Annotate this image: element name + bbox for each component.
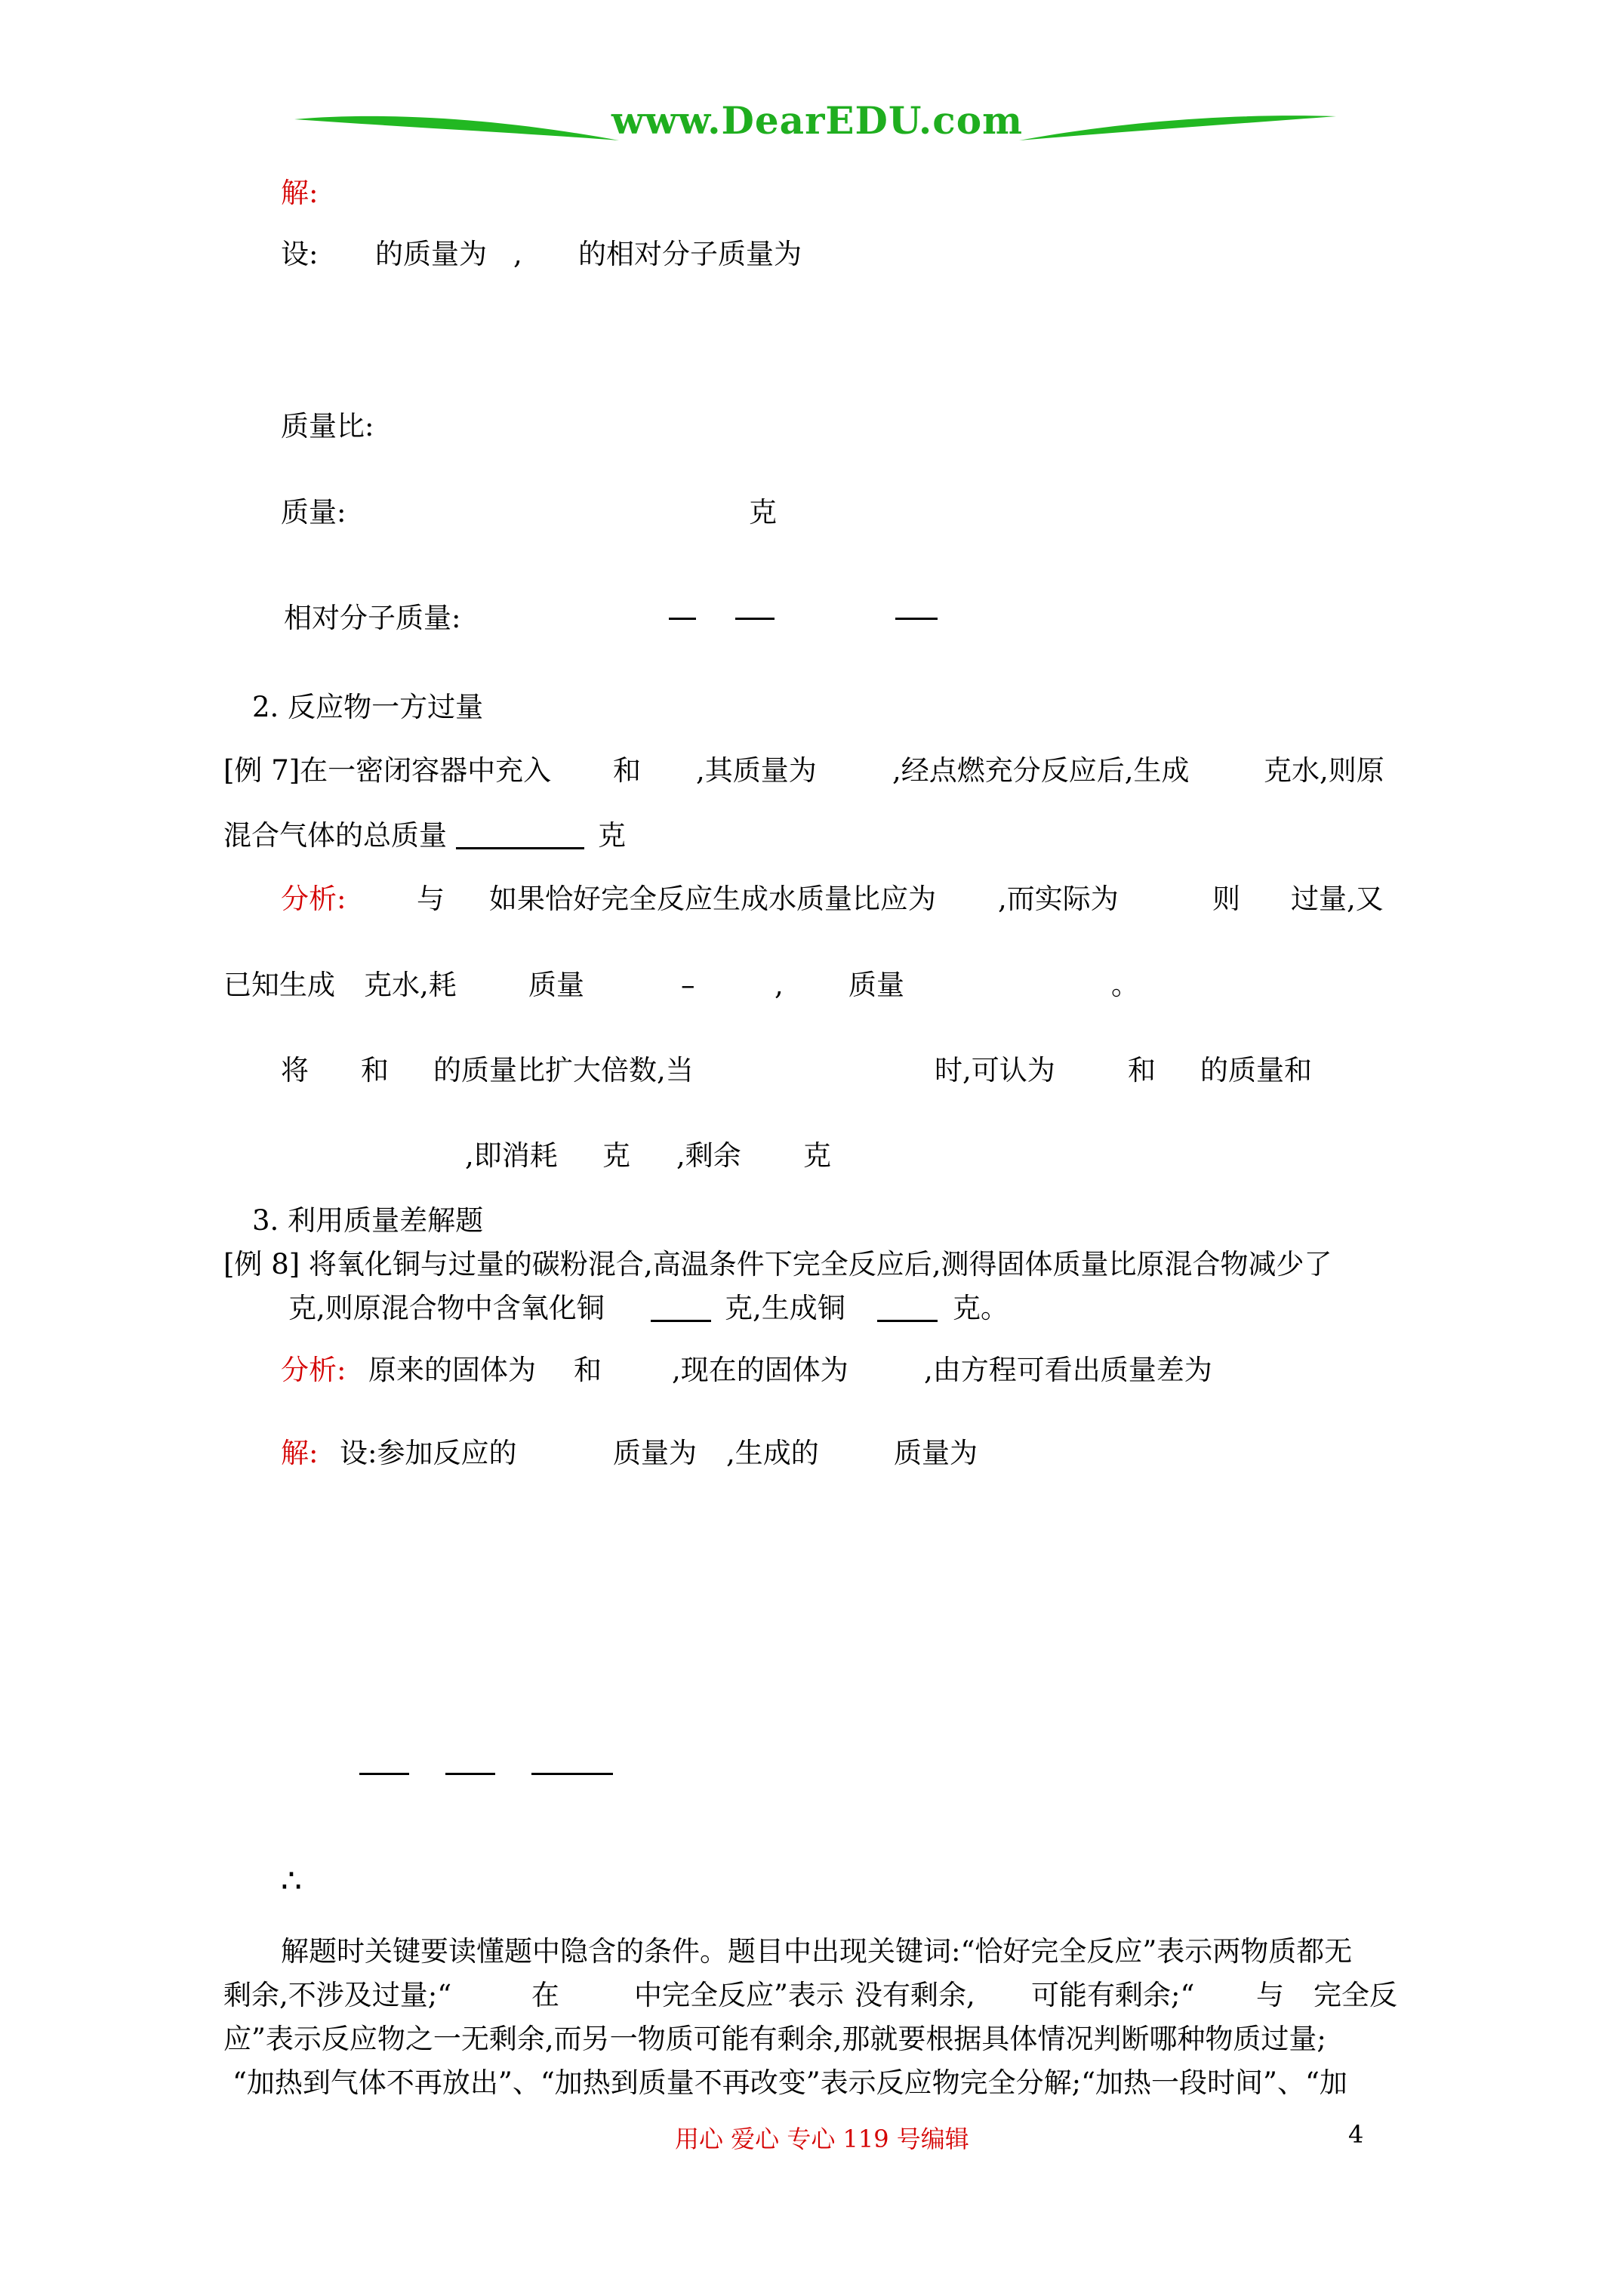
logo-text: www.DearEDU.com bbox=[611, 98, 1024, 143]
analysis-text: 和 bbox=[1128, 1054, 1156, 1086]
fraction-bar bbox=[531, 1773, 613, 1775]
mass-label: 质量: bbox=[281, 496, 346, 529]
answer-blank bbox=[456, 847, 584, 849]
example-7-text: ,其质量为 bbox=[696, 754, 817, 787]
closing-text: 解题时关键要读懂题中隐含的条件。题目中出现关键词:“恰好完全反应”表示两物质都无 bbox=[281, 1935, 1353, 1968]
example-8-text: [例 8] 将氧化铜与过量的碳粉混合,高温条件下完全反应后,测得固体质量比原混合物减少了 bbox=[223, 1248, 1332, 1281]
logo-swoosh-left bbox=[294, 106, 619, 151]
example-8-text: 克。 bbox=[953, 1292, 1009, 1324]
analysis-text: 时,可认为 bbox=[935, 1054, 1055, 1086]
solution-text: 质量为 bbox=[613, 1437, 697, 1469]
closing-text: 在 bbox=[531, 1979, 559, 2011]
example-7-text: ,经点燃充分反应后,生成 bbox=[892, 754, 1190, 787]
example-8-text: 克,生成铜 bbox=[725, 1292, 845, 1324]
let-label: 设: bbox=[281, 238, 319, 270]
therefore-symbol: ∴ bbox=[281, 1862, 302, 1900]
closing-text: 与 bbox=[1256, 1979, 1284, 2011]
closing-text: 没有剩余, bbox=[855, 1979, 975, 2011]
analysis-text: 和 bbox=[361, 1054, 389, 1086]
example-7-text: 和 bbox=[613, 754, 641, 787]
analysis-text: 克 bbox=[602, 1139, 630, 1172]
gram-unit: 克 bbox=[598, 819, 626, 852]
fraction-bar bbox=[669, 618, 696, 620]
analysis-text: ,由方程可看出质量差为 bbox=[924, 1354, 1212, 1386]
closing-text: 应”表示反应物之一无剩余,而另一物质可能有剩余,那就要根据具体情况判断哪种物质过量; bbox=[223, 2023, 1326, 2055]
analysis-label: 分析: bbox=[281, 1354, 346, 1386]
analysis-text: 将 bbox=[281, 1054, 309, 1086]
footer-slogan: 用心 爱心 专心 119 号编辑 bbox=[675, 2125, 969, 2153]
closing-text: “加热到气体不再放出”、“加热到质量不再改变”表示反应物完全分解;“加热一段时间”、“加 bbox=[233, 2066, 1347, 2099]
section-3-title: 3. 利用质量差解题 bbox=[252, 1204, 484, 1237]
example-7-text: 混合气体的总质量 bbox=[223, 819, 447, 852]
relative-molecular-mass-label: 相对分子质量: bbox=[284, 602, 461, 634]
analysis-text: ,现在的固体为 bbox=[672, 1354, 848, 1386]
closing-text: 剩余,不涉及过量;“ bbox=[223, 1979, 452, 2011]
analysis-text: 已知生成 bbox=[223, 969, 335, 1001]
analysis-text: 。 bbox=[1111, 969, 1139, 1001]
fraction-bar bbox=[735, 618, 775, 620]
example-8-text: 克,则原混合物中含氧化铜 bbox=[288, 1292, 605, 1324]
solution-label: 解: bbox=[281, 177, 319, 209]
analysis-text: 的质量和 bbox=[1200, 1054, 1312, 1086]
analysis-text: 克 bbox=[803, 1139, 831, 1172]
answer-blank bbox=[651, 1320, 711, 1322]
analysis-text: 质量 bbox=[528, 969, 584, 1001]
relative-mass-is-text: 的相对分子质量为 bbox=[578, 238, 802, 270]
analysis-text: 过量,又 bbox=[1291, 883, 1384, 915]
closing-text: 可能有剩余;“ bbox=[1031, 1979, 1195, 2011]
example-7-text: 克水,则原 bbox=[1264, 754, 1384, 787]
fraction-bar bbox=[445, 1773, 495, 1775]
analysis-label: 分析: bbox=[281, 883, 346, 915]
analysis-text: 的质量比扩大倍数,当 bbox=[433, 1054, 694, 1086]
header-logo bbox=[294, 98, 1336, 151]
analysis-text: 质量 bbox=[848, 969, 904, 1001]
solution-text: 质量为 bbox=[894, 1437, 978, 1469]
logo-swoosh-right bbox=[1019, 106, 1336, 151]
mass-is-text: 的质量为 bbox=[375, 238, 487, 270]
solution-text: 设:参加反应的 bbox=[340, 1437, 517, 1469]
analysis-text: 与 bbox=[417, 883, 445, 915]
solution-label: 解: bbox=[281, 1437, 319, 1469]
analysis-text: ,剩余 bbox=[676, 1139, 741, 1172]
page-number: 4 bbox=[1348, 2120, 1364, 2149]
fraction-bar bbox=[895, 618, 938, 620]
section-2-title: 2. 反应物一方过量 bbox=[252, 691, 484, 723]
analysis-text: 如果恰好完全反应生成水质量比应为 bbox=[489, 883, 936, 915]
analysis-text: , bbox=[775, 969, 784, 1001]
solution-text: ,生成的 bbox=[726, 1437, 819, 1469]
analysis-text: 和 bbox=[574, 1354, 602, 1386]
closing-text: 完全反 bbox=[1313, 1979, 1397, 2011]
gram-unit: 克 bbox=[749, 496, 777, 529]
analysis-text: 克水,耗 bbox=[364, 969, 457, 1001]
answer-blank bbox=[877, 1320, 938, 1322]
mass-ratio-label: 质量比: bbox=[281, 410, 374, 442]
analysis-text: 则 bbox=[1212, 883, 1240, 915]
analysis-text: ,而实际为 bbox=[998, 883, 1119, 915]
closing-text: 中完全反应”表示 bbox=[634, 1979, 844, 2011]
analysis-text: – bbox=[681, 969, 695, 1001]
example-7-text: [例 7]在一密闭容器中充入 bbox=[223, 754, 552, 787]
analysis-text: ,即消耗 bbox=[465, 1139, 558, 1172]
fraction-bar bbox=[359, 1773, 409, 1775]
comma: , bbox=[513, 238, 522, 270]
analysis-text: 原来的固体为 bbox=[368, 1354, 536, 1386]
